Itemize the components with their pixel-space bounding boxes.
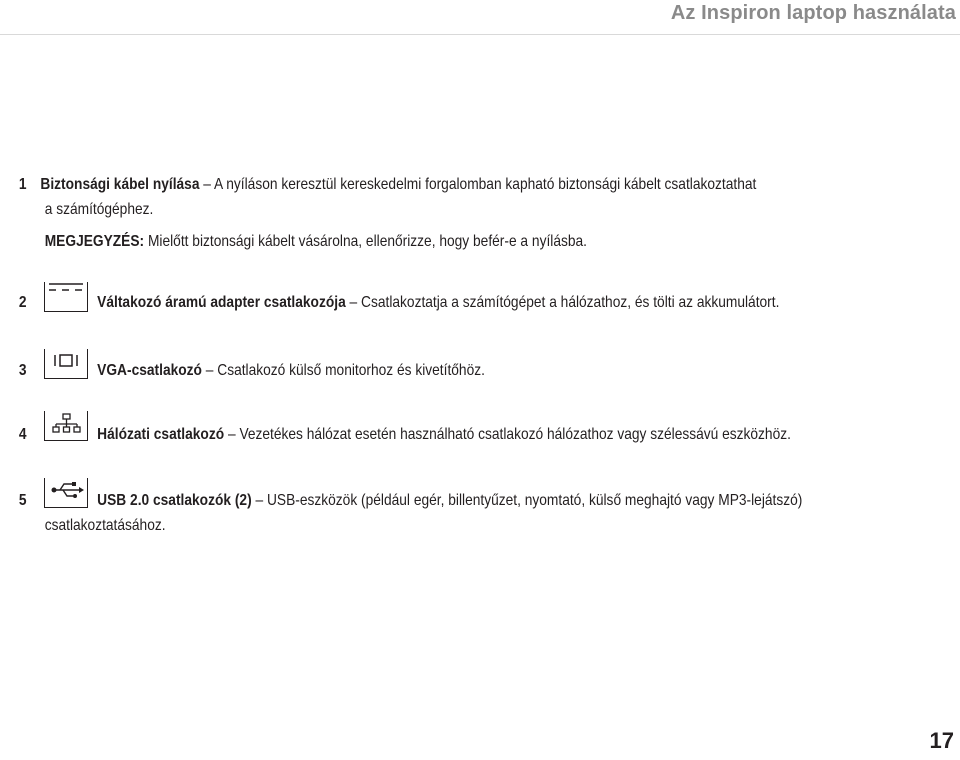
item-text <box>97 423 923 446</box>
item-continuation: a számítógéphez. <box>44 201 154 218</box>
item-dash: – <box>349 294 358 311</box>
item-number: 1 <box>18 176 27 193</box>
note-label: MEGJEGYZÉS: <box>44 233 145 250</box>
item-description: USB-eszközök (például egér, billentyűzet, nyomtató, külső meghajtó vagy MP3-lejátszó) <box>266 492 803 509</box>
header-divider <box>0 34 960 35</box>
item-number: 3 <box>18 362 27 379</box>
item-dash: – <box>255 492 264 509</box>
item-description: Csatlakoztatja a számítógépet a hálózathoz, és tölti az akkumulátort. <box>361 294 780 311</box>
item-title: VGA-csatlakozó <box>97 362 202 379</box>
item-note <box>45 230 914 253</box>
usb-icon <box>44 478 88 508</box>
page-header-title: Az Inspiron laptop használata <box>670 2 956 24</box>
item-title: Hálózati csatlakozó <box>97 426 225 443</box>
item-text <box>97 489 923 512</box>
item-number: 4 <box>18 426 27 443</box>
item-number: 2 <box>18 294 27 311</box>
item-text <box>97 291 923 314</box>
item-title: Biztonsági kábel nyílása <box>40 176 200 193</box>
item-continuation: csatlakoztatásához. <box>44 517 166 534</box>
dc-power-icon <box>44 282 88 312</box>
item-dash: – <box>205 362 214 379</box>
item-dash: – <box>227 426 236 443</box>
item-description: A nyíláson keresztül kereskedelmi forgalomban kapható biztonsági kábelt csatlakoztathat <box>214 176 757 193</box>
item-description: Vezetékes hálózat esetén használható csatlakozó hálózathoz vagy szélessávú eszközhöz. <box>239 426 791 443</box>
item-dash: – <box>203 176 211 193</box>
vga-monitor-icon <box>44 349 88 379</box>
item-number: 5 <box>18 492 27 509</box>
item-text <box>97 359 923 382</box>
note-text: Mielőtt biztonsági kábelt vásárolna, ellenőrizze, hogy befér-e a nyílásba. <box>147 233 587 250</box>
item-title: Váltakozó áramú adapter csatlakozója <box>97 294 346 311</box>
item-text <box>40 173 909 196</box>
item-description: Csatlakozó külső monitorhoz és kivetítőhöz. <box>217 362 485 379</box>
page-number: 17 <box>929 728 954 753</box>
network-icon <box>44 411 88 441</box>
item-title: USB 2.0 csatlakozók (2) <box>97 492 252 509</box>
